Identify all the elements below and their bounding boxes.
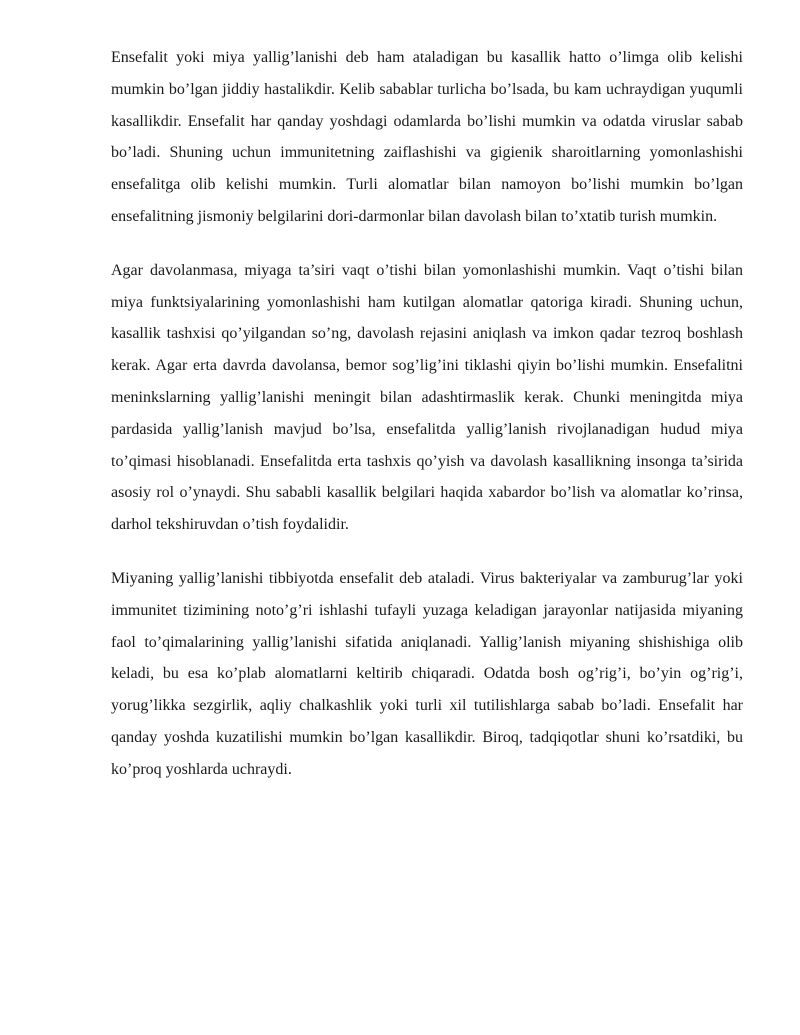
- document-page: [111, 42, 743, 808]
- paragraph-1: Ensefalit yoki miya yallig’lanishi deb ham ataladigan bu kasallik hatto o’limga olib kelishi mumkin bo’lgan jiddiy hastalikdir. Kelib sabablar turlicha bo’lsada, bu kam uchraydigan yuqumli kasallikdir. Ensefalit har qanday yoshdagi odamlarda bo’lishi mumkin va odatda viruslar sabab bo’ladi. Shuning uchun immunitetning zaiflashishi va gigienik sharoitlarning yomonlashishi ensefalitga olib kelishi mumkin. Turli alomatlar bilan namoyon bo’lishi mumkin bo’lgan ensefalitning jismoniy belgilarini dori-darmonlar bilan davolash bilan to’xtatib turish mumkin.: [111, 49, 743, 225]
- paragraph-3: Miyaning yallig’lanishi tibbiyotda ensefalit deb ataladi. Virus bakteriyalar va zamburug’lar yoki immunitet tizimining noto’g’ri ishlashi tufayli yuzaga keladigan jarayonlar natijasida miyaning faol to’qimalarining yallig’lanishi sifatida aniqlanadi. Yallig’lanish miyaning shishishiga olib keladi, bu esa ko’plab alomatlarni keltirib chiqaradi. Odatda bosh og’rig’i, bo’yin og’rig’i, yorug’likka sezgirlik, aqliy chalkashlik yoki turli xil tutilishlarga sabab bo’ladi. Ensefalit har qanday yoshda kuzatilishi mumkin bo’lgan kasallikdir. Biroq, tadqiqotlar shuni ko’rsatdiki, bu ko’proq yoshlarda uchraydi.: [111, 569, 743, 778]
- paragraph-2: Agar davolanmasa, miyaga ta’siri vaqt o’tishi bilan yomonlashishi mumkin. Vaqt o’tishi bilan miya funktsiyalarining yomonlashishi ham kutilgan alomatlar qatoriga kiradi. Shuning uchun, kasallik tashxisi qo’yilgandan so’ng, davolash rejasini aniqlash va imkon qadar tezroq boshlash kerak. Agar erta davrda davolansa, bemor sog’lig’ini tiklashi qiyin bo’lishi mumkin. Ensefalitni meninkslarning yallig’lanishi meningit bilan adashtirmaslik kerak. Chunki meningitda miya pardasida yallig’lanish mavjud bo’lsa, ensefalitda yallig’lanish rivojlanadigan hudud miya to’qimasi hisoblanadi. Ensefalitda erta tashxis qo’yish va davolash kasallikning insonga ta’sirida asosiy rol o’ynaydi. Shu sababli kasallik belgilari haqida xabardor bo’lish va alomatlar ko’rinsa, darhol tekshiruvdan o’tish foydalidir.: [111, 261, 743, 534]
